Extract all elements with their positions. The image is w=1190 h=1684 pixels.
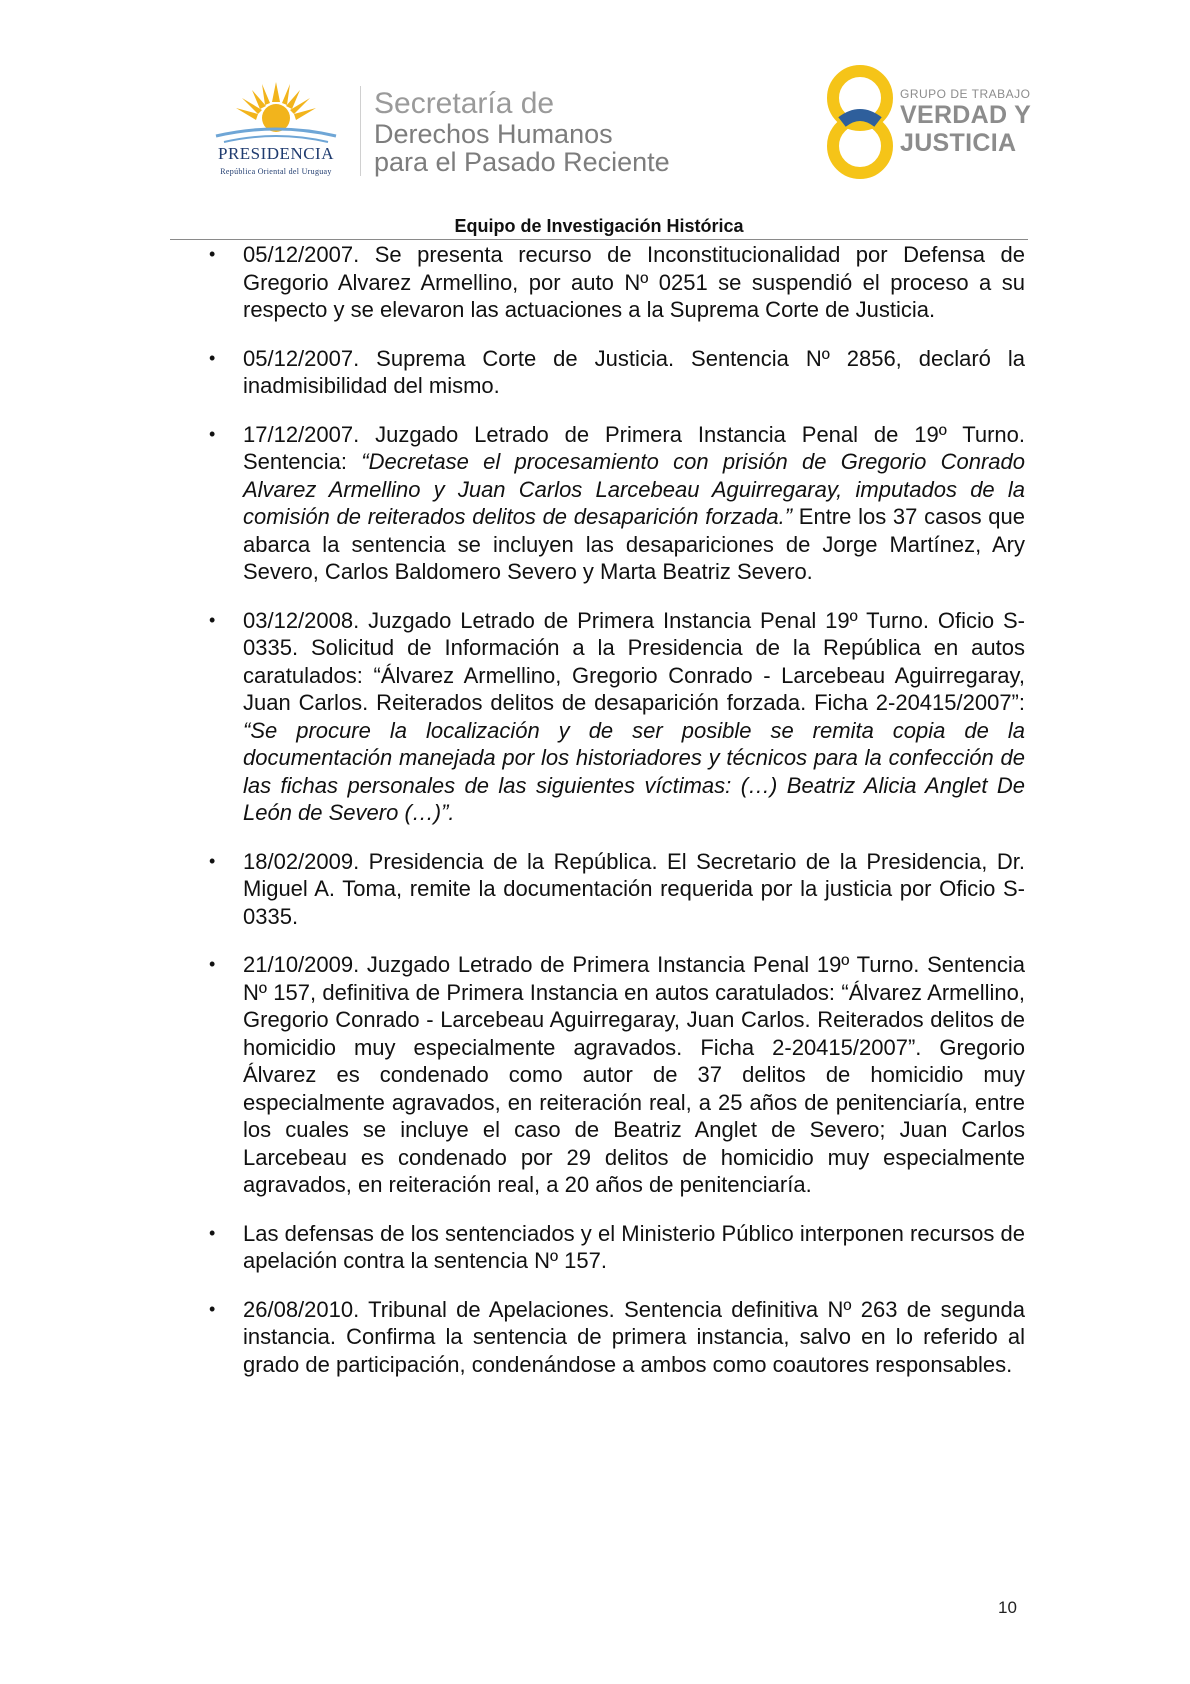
item-text: Las defensas de los sentenciados y el Ministerio Público interponen recursos de apelación contra la sentencia Nº 157.	[243, 1220, 1025, 1273]
list-item	[203, 951, 1025, 1199]
item-text: 18/02/2009. Presidencia de la República. El Secretario de la Presidencia, Dr. Miguel A. Toma, remite la documentación requerida por la justicia por Oficio S-0335.	[243, 848, 1025, 929]
item-quote: “Se procure la localización y de ser posible se remita copia de la documentación manejada por los historiadores y técnicos para la confección de las fichas personales de las siguientes víctimas: (…) Beatriz Alicia Anglet De León de Severo (…)”.	[243, 717, 1025, 825]
chronology-list	[203, 241, 1025, 1399]
sun-emblem-icon	[196, 80, 356, 150]
item-text: 05/12/2007. Suprema Corte de Justicia. Sentencia Nº 2856, declaró la inadmisibilidad del mismo.	[243, 345, 1025, 398]
list-item	[203, 848, 1025, 931]
bullet-icon: •	[209, 1222, 216, 1243]
secretaria-line3: para el Pasado Reciente	[374, 146, 670, 177]
presidencia-subtitle: República Oriental del Uruguay	[220, 167, 332, 176]
list-item	[203, 607, 1025, 827]
list-item	[203, 345, 1025, 400]
verdad-justicia-wordmark	[900, 88, 1031, 156]
list-item	[203, 1296, 1025, 1379]
list-item	[203, 1220, 1025, 1275]
bullet-icon: •	[209, 244, 216, 264]
header-divider	[360, 86, 361, 176]
item-text: 21/10/2009. Juzgado Letrado de Primera Instancia Penal 19º Turno. Sentencia Nº 157, definitiva de Primera Instancia en autos caratulados: “Álvarez Armellino, Gregorio Conrado - Larcebeau Aguirregaray, Juan Carlos. Reiterados delitos de homicidio muy especialmente agravados. Ficha 2-20415/2007”. Gregorio Álvarez es condenado como autor de 37 delitos de homicidio muy especialmente agravados, en reiteración real, a 25 años de penitenciaría, entre los cuales se incluye el caso de Beatriz Anglet de Severo; Juan Carlos Larcebeau es condenado por 29 delitos de homicidio muy especialmente agravados, en reiteración real, a 20 años de penitenciaría.	[243, 952, 1025, 1197]
bullet-icon: •	[209, 423, 216, 444]
item-text-tail: Entre los 37 casos que abarca la sentencia se incluyen las desapariciones de Jorge Martínez, Ary Severo, Carlos Baldomero Severo y Marta Beatriz Severo.	[243, 504, 1025, 584]
item-text: 17/12/2007. Juzgado Letrado de Primera Instancia Penal de 19º Turno. Sentencia:	[243, 421, 1025, 474]
presidencia-logo	[196, 80, 356, 180]
bullet-icon: •	[209, 1298, 216, 1319]
justicia-label: JUSTICIA	[900, 129, 1017, 157]
secretaria-line2: Derechos Humanos	[374, 118, 613, 149]
team-heading: Equipo de Investigación Histórica	[454, 216, 744, 236]
list-item	[203, 421, 1025, 586]
item-text: 26/08/2010. Tribunal de Apelaciones. Sentencia definitiva Nº 263 de segunda instancia. Confirma la sentencia de primera instancia, salvo en lo referido al grado de participación, condenándose a ambos como coautores responsables.	[243, 1296, 1025, 1377]
header-rule	[170, 239, 1028, 240]
bullet-icon: •	[209, 347, 216, 368]
item-quote: “Decretase el procesamiento con prisión de Gregorio Conrado Alvarez Armellino y Juan Carlos Larcebeau Aguirregaray, imputados de la comisión de reiterados delitos de desaparición forzada.”	[243, 449, 1025, 529]
grupo-trabajo-label: GRUPO DE TRABAJO	[900, 87, 1031, 101]
page-number: 10	[998, 1598, 1017, 1617]
secretaria-line1: Secretaría de	[374, 87, 555, 120]
item-text: 05/12/2007. Se presenta recurso de Inconstitucionalidad por Defensa de Gregorio Alvarez Armellino, por auto Nº 0251 se suspendió el proceso a su respecto y se elevaron las actuaciones a la Suprema Corte de Justicia.	[243, 242, 1025, 322]
item-text: 03/12/2008. Juzgado Letrado de Primera Instancia Penal 19º Turno. Oficio S-0335. Solicitud de Información a la Presidencia de la República en autos caratulados: “Álvarez Armellino, Gregorio Conrado - Larcebeau Aguirregaray, Juan Carlos. Reiterados delitos de desaparición forzada. Ficha 2-20415/2007”:	[243, 607, 1025, 715]
verdad-label: VERDAD Y	[900, 101, 1032, 129]
bullet-icon: •	[209, 954, 216, 974]
secretaria-title	[374, 88, 670, 176]
bullet-icon: •	[209, 850, 216, 871]
list-item	[203, 241, 1025, 324]
presidencia-wordmark: PRESIDENCIA	[217, 144, 334, 163]
bullet-icon: •	[209, 609, 216, 630]
